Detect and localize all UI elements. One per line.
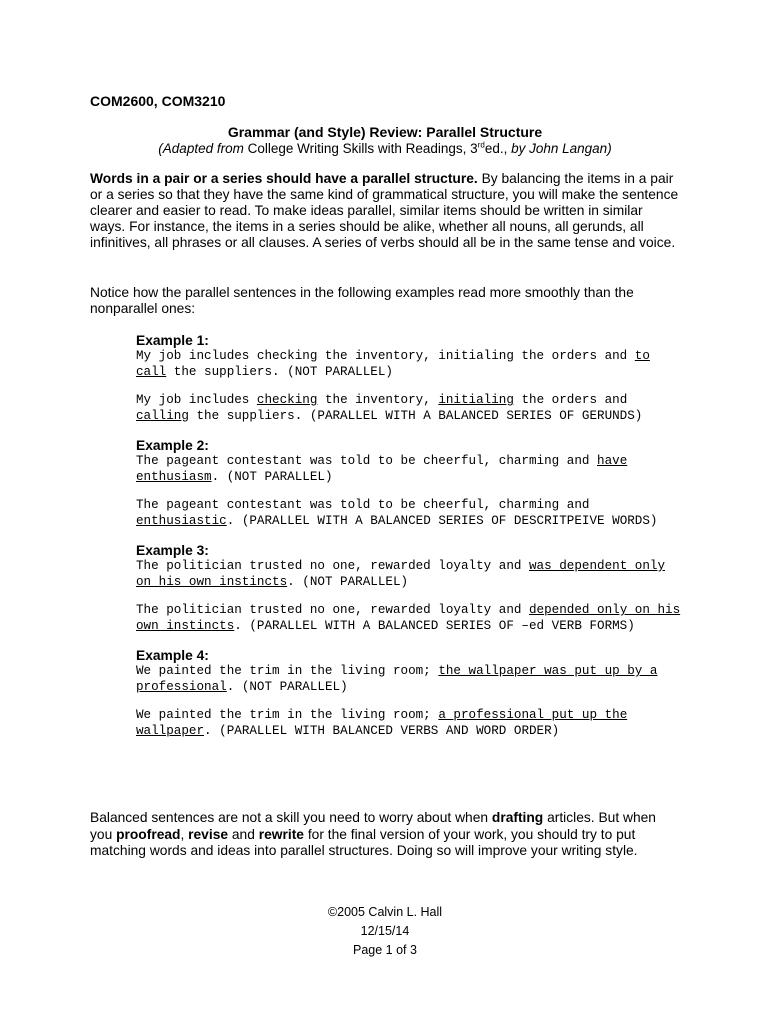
nonparallel-sentence: We painted the trim in the living room; the wallpaper was put up by a professional. (NOT PARALLEL)	[136, 664, 658, 694]
page-title: Grammar (and Style) Review: Parallel Structure	[227, 124, 543, 140]
copyright-notice: ©2005 Calvin L. Hall	[327, 905, 443, 919]
example-4	[136, 648, 681, 739]
page-subtitle: (Adapted from College Writing Skills with Readings, 3rded., by John Langan)	[158, 140, 612, 156]
example-1	[136, 333, 681, 424]
parallel-sentence: The pageant contestant was told to be cheerful, charming and enthusiastic. (PARALLEL WITH A BALANCED SERIES OF DESCRITPEIVE WORDS)	[136, 498, 658, 528]
notice-paragraph: Notice how the parallel sentences in the following examples read more smoothly than the nonparallel ones:	[90, 285, 634, 316]
page-footer	[90, 903, 680, 960]
page-number: Page 1 of 3	[353, 943, 417, 957]
example-heading: Example 4:	[136, 648, 209, 663]
closing-paragraph: Balanced sentences are not a skill you need to worry about when drafting articles. But when you proofread, revise and rewrite for the final version of your work, you should try to put matching words and ideas into parallel structures. Doing so will improve your writing style.	[90, 810, 656, 858]
example-2	[136, 438, 681, 529]
intro-paragraph: Words in a pair or a series should have a parallel structure. By balancing the items in a pair or a series so that they have the same kind of grammatical structure, you will make the sentence clearer and easier to read. To make ideas parallel, similar items should be written in similar ways. For instance, the items in a series should be alike, whether all nouns, all gerunds, all infinitives, all phrases or all clauses. A series of verbs should all be in the same tense and voice.	[90, 171, 679, 250]
nonparallel-sentence: My job includes checking the inventory, initialing the orders and to call the suppliers. (NOT PARALLEL)	[136, 349, 650, 379]
example-heading: Example 2:	[136, 438, 209, 453]
footer-date: 12/15/14	[360, 924, 410, 938]
example-heading: Example 3:	[136, 543, 209, 558]
example-3	[136, 543, 681, 634]
parallel-sentence: My job includes checking the inventory, initialing the orders and calling the suppliers. (PARALLEL WITH A BALANCED SERIES OF GERUNDS)	[136, 393, 643, 423]
examples-section	[136, 333, 681, 753]
example-heading: Example 1:	[136, 333, 209, 348]
parallel-sentence: We painted the trim in the living room; a professional put up the wallpaper. (PARALLEL WITH BALANCED VERBS AND WORD ORDER)	[136, 708, 628, 738]
course-codes: COM2600, COM3210	[90, 93, 226, 109]
nonparallel-sentence: The pageant contestant was told to be cheerful, charming and have enthusiasm. (NOT PARALLEL)	[136, 454, 628, 484]
nonparallel-sentence: The politician trusted no one, rewarded loyalty and was dependent only on his own instincts. (NOT PARALLEL)	[136, 559, 666, 589]
intro-rule: Words in a pair or a series should have a parallel structure.	[90, 171, 478, 186]
parallel-sentence: The politician trusted no one, rewarded loyalty and depended only on his own instincts. (PARALLEL WITH A BALANCED SERIES OF –ed VERB FORMS)	[136, 603, 681, 633]
